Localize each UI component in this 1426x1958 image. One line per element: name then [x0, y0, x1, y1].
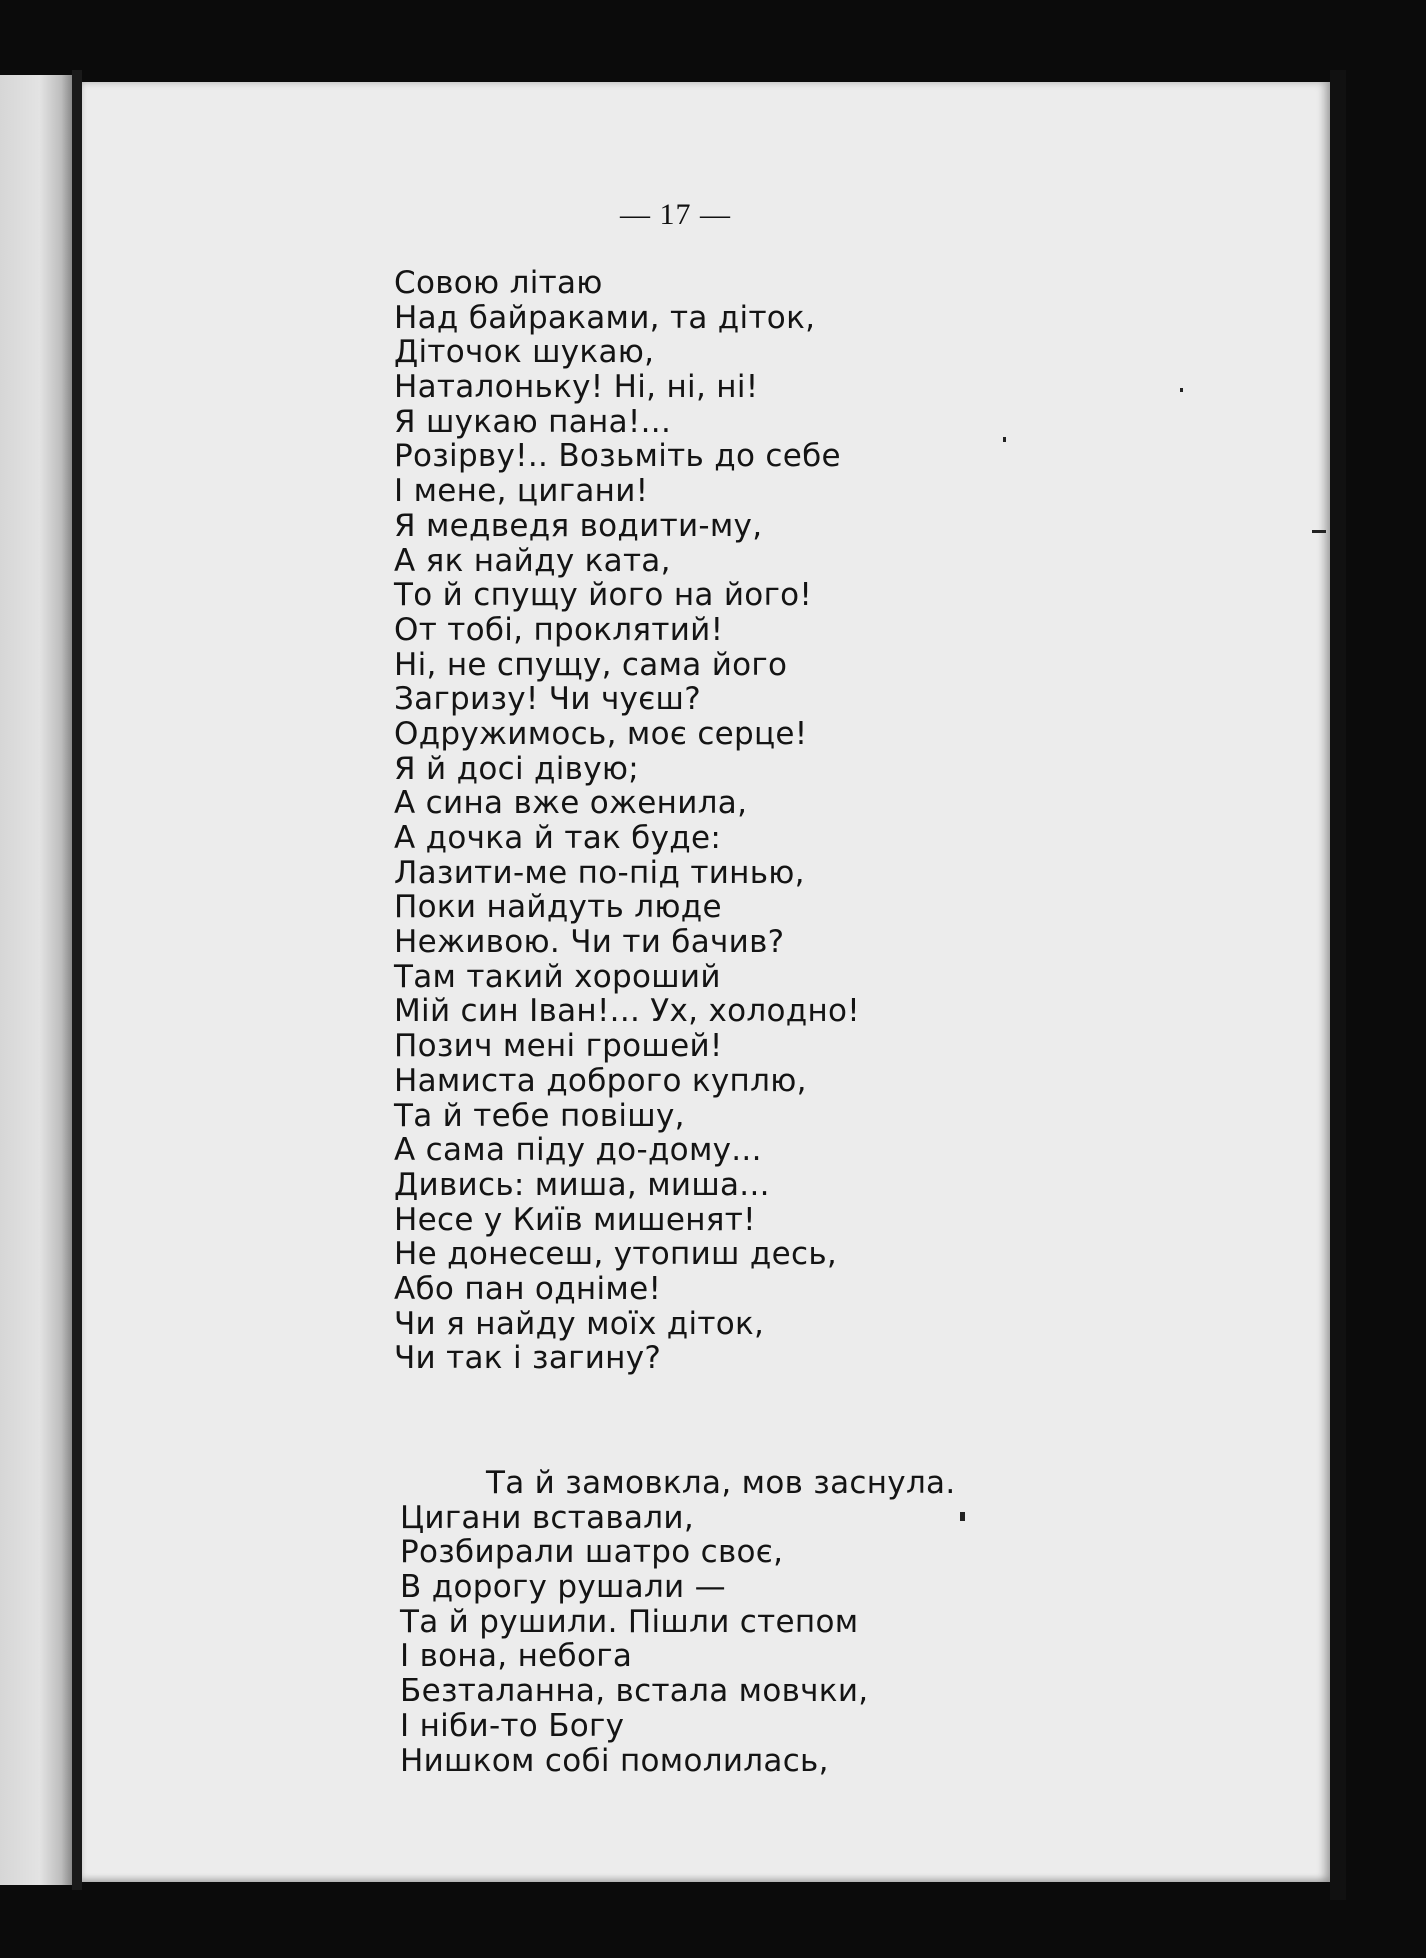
- poem-line: І ніби-то Богу: [400, 1707, 625, 1744]
- poem-line: Наталоньку! Ні, ні, ні!: [394, 369, 759, 406]
- poem-line: Несе у Київ мишенят!: [394, 1201, 756, 1238]
- scan-speck: [1003, 437, 1006, 442]
- poem-line: То й спущу його на його!: [394, 577, 813, 614]
- left-page-edge: [0, 75, 72, 1885]
- poem-line: Цигани вставали,: [400, 1499, 695, 1536]
- poem-line: Там такий хороший: [394, 958, 721, 995]
- poem-line: Я шукаю пана!...: [394, 403, 672, 440]
- scan-speck: [1180, 388, 1183, 392]
- poem-line: А сина вже оженила,: [394, 785, 748, 822]
- poem-line: Совою літаю: [394, 265, 603, 301]
- scan-speck: [1312, 530, 1326, 533]
- poem-line: Чи так і загину?: [394, 1340, 662, 1377]
- poem-line: Над байраками, та діток,: [394, 299, 816, 336]
- poem-line: Та й рушили. Пішли степом: [400, 1603, 859, 1640]
- poem-line: Розбирали шатро своє,: [400, 1534, 784, 1571]
- poem-line: В дорогу рушали —: [400, 1569, 726, 1606]
- poem-line: Ні, не спущу, сама його: [394, 646, 788, 683]
- poem-stanza-2: [400, 1466, 956, 1778]
- poem-line: От тобі, проклятий!: [394, 611, 724, 648]
- poem-line: Та й замовкла, мов заснула.: [486, 1465, 956, 1501]
- poem-line: Неживою. Чи ти бачив?: [394, 924, 785, 961]
- scan-speck: [960, 1512, 965, 1521]
- poem-line: Дивись: миша, миша...: [394, 1166, 770, 1203]
- poem-stanza-1: [394, 266, 860, 1376]
- poem-line: І мене, цигани!: [394, 473, 649, 510]
- poem-line: Розірву!.. Возьміть до себе: [394, 438, 841, 475]
- poem-line: Та й тебе повішу,: [394, 1097, 685, 1134]
- poem-line: Я й досі дівую;: [394, 750, 640, 787]
- poem-line: Я медведя водити-му,: [394, 507, 763, 544]
- poem-line: А дочка й так буде:: [394, 820, 722, 856]
- poem-line: Чи я найду моїх діток,: [394, 1305, 765, 1342]
- poem-line: Загризу! Чи чуєш?: [394, 681, 701, 718]
- poem-line: Позич мені грошей!: [394, 1028, 723, 1065]
- right-scan-border: [1330, 70, 1346, 1900]
- book-gutter: [72, 70, 82, 1890]
- poem-line: Або пан одніме!: [394, 1270, 662, 1307]
- poem-line: А сама піду до-дому...: [394, 1132, 762, 1169]
- page-number: — 17 —: [620, 198, 731, 231]
- poem-line: І вона, небога: [400, 1638, 633, 1675]
- poem-line: Лазити-ме по-під тинью,: [394, 854, 805, 891]
- poem-line: Нишком собі помолилась,: [400, 1742, 829, 1779]
- poem-line: Безталанна, встала мовчки,: [400, 1673, 869, 1710]
- poem-line: А як найду ката,: [394, 542, 671, 579]
- poem-line: Діточок шукаю,: [394, 334, 655, 371]
- poem-line: Намиста доброго куплю,: [394, 1062, 807, 1099]
- poem-line: Поки найдуть люде: [394, 889, 722, 926]
- poem-line: Мій син Іван!... Ух, холодно!: [394, 993, 861, 1030]
- poem-line: Не донесеш, утопиш десь,: [394, 1236, 838, 1273]
- poem-line: Одружимось, моє серце!: [394, 715, 808, 752]
